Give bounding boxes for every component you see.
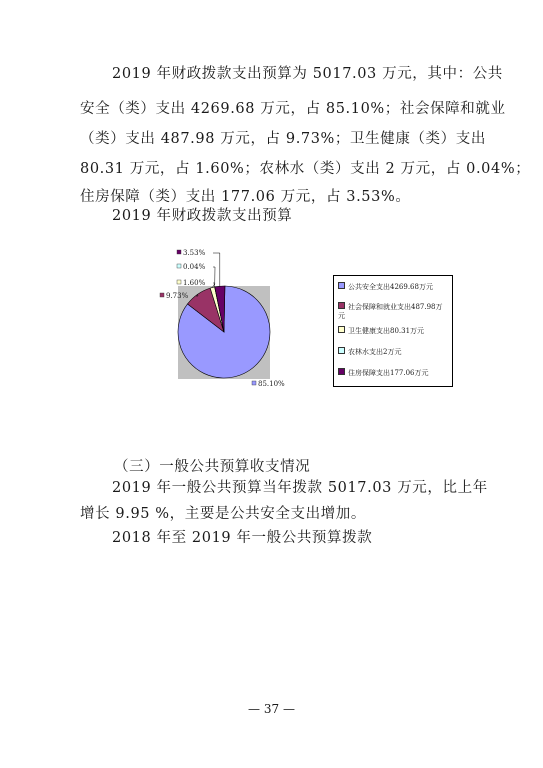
section-line-1: 2019 年一般公共预算当年拨款 5017.03 万元，比上年 <box>112 480 488 496</box>
legend-swatch <box>338 368 345 375</box>
legend-swatch <box>338 302 345 309</box>
leader-line <box>213 267 215 287</box>
slice-label-swatch <box>177 280 181 284</box>
legend-label: 住房保障支出177.06万元 <box>348 369 429 377</box>
legend-item <box>338 326 448 336</box>
legend-item <box>338 347 448 357</box>
legend-swatch <box>338 347 345 354</box>
legend-item <box>338 302 448 321</box>
leader-line <box>213 253 220 286</box>
paragraph-line-1: 2019 年财政拨款支出预算为 5017.03 万元，其中：公共 <box>112 66 503 82</box>
legend-swatch <box>338 326 345 333</box>
chart-legend <box>333 275 453 387</box>
legend-label: 农林水支出2万元 <box>348 348 402 356</box>
paragraph-line-5: 住房保障（类）支出 177.06 万元，占 3.53%。 <box>80 189 411 205</box>
paragraph-line-4: 80.31 万元，占 1.60%；农林水（类）支出 2 万元，占 0.04%； <box>80 161 531 177</box>
section-line-3: 2018 年至 2019 年一般公共预算拨款 <box>112 530 373 546</box>
section-heading: （三）一般公共预算收支情况 <box>114 459 311 475</box>
section-line-2: 增长 9.95 %，主要是公共安全支出增加。 <box>80 506 366 522</box>
slice-label: 1.60% <box>183 279 206 287</box>
legend-item <box>338 368 448 378</box>
slice-label: 85.10% <box>258 380 285 388</box>
slice-label: 9.73% <box>166 292 189 300</box>
slice-label-swatch <box>252 381 256 385</box>
legend-item <box>338 282 448 292</box>
slice-label: 3.53% <box>183 249 206 257</box>
page-number: — 37 — <box>248 702 295 716</box>
legend-label: 卫生健康支出80.31万元 <box>348 327 425 335</box>
slice-label-swatch <box>177 250 181 254</box>
legend-label: 社会保障和就业支出487.98万元 <box>338 303 443 320</box>
chart-caption: 2019 年财政拨款支出预算 <box>112 208 293 224</box>
slice-label-swatch <box>160 293 164 297</box>
slice-label: 0.04% <box>183 263 206 271</box>
paragraph-line-3: （类）支出 487.98 万元，占 9.73%；卫生健康（类）支出 <box>80 131 486 147</box>
legend-swatch <box>338 282 345 289</box>
paragraph-line-2: 安全（类）支出 4269.68 万元，占 85.10%；社会保障和就业 <box>80 101 506 117</box>
slice-label-swatch <box>177 264 181 268</box>
legend-label: 公共安全支出4269.68万元 <box>348 283 433 291</box>
